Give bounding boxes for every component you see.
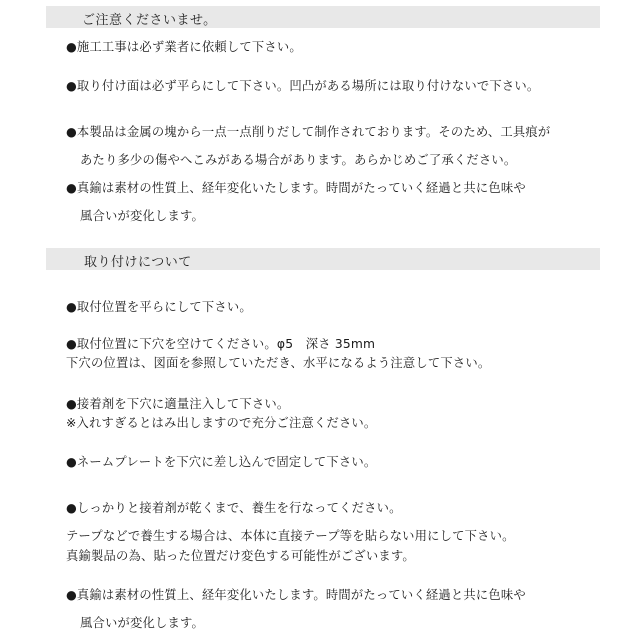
section-header-caution — [46, 6, 600, 28]
install-item-3-note: ※入れすぎるとはみ出しますので充分ご注意ください。 — [66, 416, 377, 430]
install-item-6: ●真鍮は素材の性質上、経年変化いたします。時間がたっていく経過と共に色味や — [66, 588, 526, 602]
caution-item-1: ●施工工事は必ず業者に依頼して下さい。 — [66, 40, 302, 54]
caution-item-4-cont: 風合いが変化します。 — [80, 209, 204, 223]
install-item-4: ●ネームプレートを下穴に差し込んで固定して下さい。 — [66, 455, 377, 469]
install-item-2: ●取付位置に下穴を空けてください。φ5 深さ 35mm — [66, 337, 376, 351]
install-item-5: ●しっかりと接着剤が乾くまで、養生を行なってください。 — [66, 501, 402, 515]
install-item-2-cont: 下穴の位置は、図面を参照していただき、水平になるよう注意して下さい。 — [66, 356, 491, 370]
section-title-caution: ご注意くださいませ。 — [82, 13, 217, 28]
install-item-5-cont1: テープなどで養生する場合は、本体に直接テープ等を貼らない用にして下さい。 — [66, 529, 515, 543]
caution-item-3: ●本製品は金属の塊から一点一点削りだして制作されております。そのため、工具痕が — [66, 125, 551, 139]
caution-item-2: ●取り付け面は必ず平らにして下さい。凹凸がある場所には取り付けないで下さい。 — [66, 79, 540, 93]
section-title-install: 取り付けについて — [84, 255, 192, 270]
install-item-5-cont2: 真鍮製品の為、貼った位置だけ変色する可能性がございます。 — [66, 549, 415, 563]
install-item-6-cont: 風合いが変化します。 — [80, 616, 204, 630]
install-item-3: ●接着剤を下穴に適量注入して下さい。 — [66, 397, 290, 411]
caution-item-3-cont: あたり多少の傷やへこみがある場合があります。あらかじめご了承ください。 — [80, 153, 517, 167]
section-header-install — [46, 248, 600, 270]
install-item-1: ●取付位置を平らにして下さい。 — [66, 300, 252, 314]
caution-item-4: ●真鍮は素材の性質上、経年変化いたします。時間がたっていく経過と共に色味や — [66, 181, 526, 195]
